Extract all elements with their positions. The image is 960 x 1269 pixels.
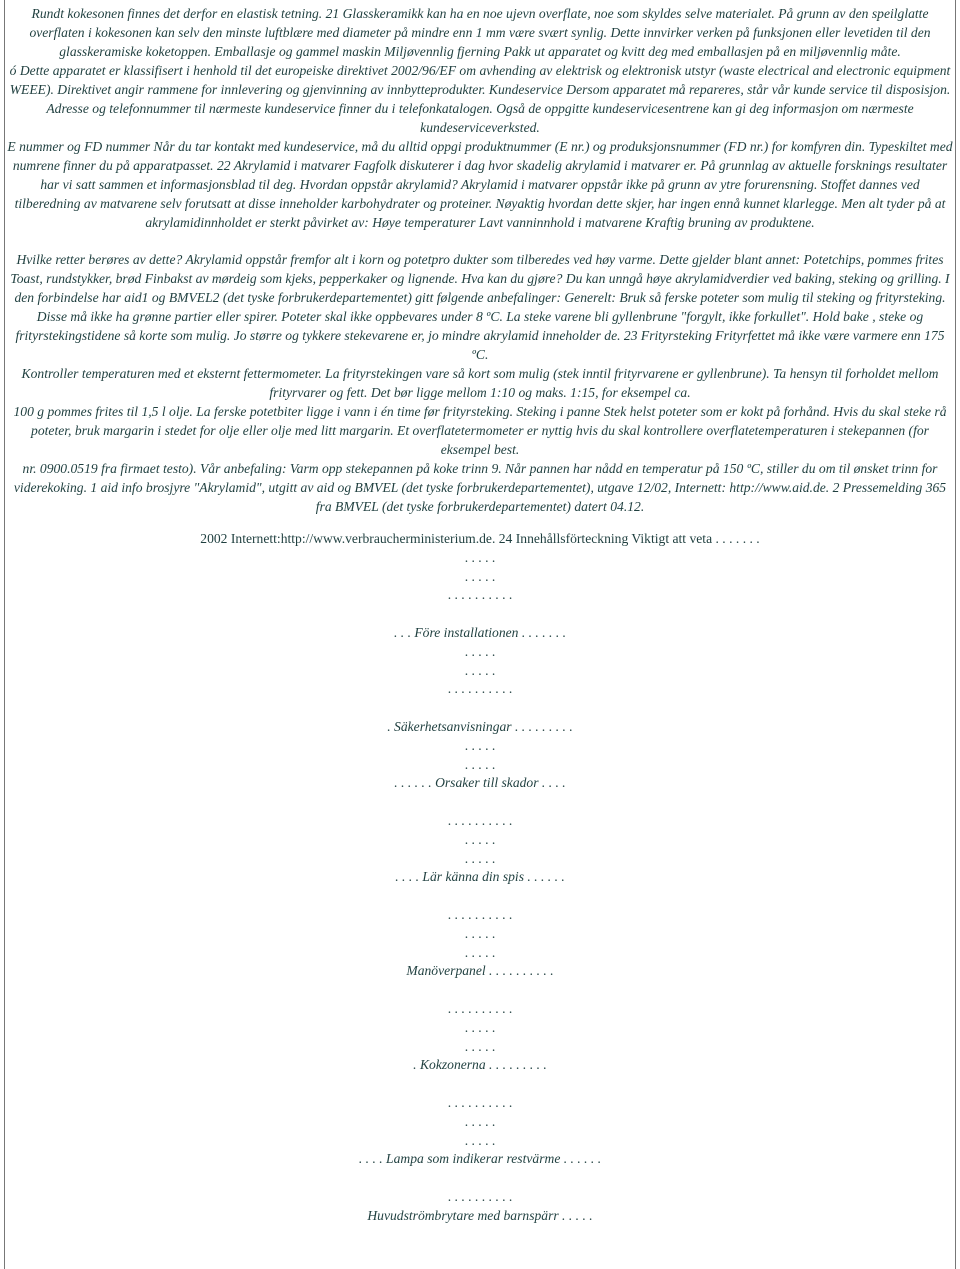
toc-intro: 2002 Internett:http://www.verbraucherministerium.de. 24 Innehållsförteckning Viktigt att veta . . . . . . . (200, 531, 760, 546)
toc-line: . Kokzonerna . . . . . . . . . (413, 1057, 547, 1073)
toc-line: . . . . . (464, 1019, 496, 1035)
toc-line: . . . Före installationen . . . . . . . (393, 624, 567, 640)
toc-line: . . . . . . . . . . (447, 1094, 513, 1110)
toc-line: . . . . . . Orsaker till skador . . . . (394, 775, 566, 791)
toc-line: . . . . . (464, 568, 496, 584)
toc-line: . . . . . (464, 662, 496, 678)
toc-line: . . . . . (464, 1132, 496, 1148)
toc-spacer (6, 887, 954, 906)
toc-line: . . . . . (464, 831, 496, 847)
table-of-contents (6, 549, 954, 1226)
page-border-left (4, 0, 5, 1269)
paragraph-5: Kontroller temperaturen med et eksternt fettermometer. La frityrstekingen vare så kort som mulig (stek inntil frityrvarene er gyllenbrune). Ta hensyn til forholdet mellom frityrvarer og fett. Det bør ligge mellom 1:10 og maks. 1:15, for eksempel ca. (21, 366, 939, 400)
toc-line: . . . . . . . . . . (447, 906, 513, 922)
toc-line: Manöverpanel . . . . . . . . . . (406, 963, 554, 979)
toc-line: . . . . . (464, 925, 496, 941)
paragraph-3: E nummer og FD nummer Når du tar kontakt med kundeservice, må du alltid oppgi produktnummer (E nr.) og produksjonsnummer (FD nr.) for komfyren din. Typeskiltet med numrene finner du på apparatpasset. 22 Akrylamid i matvarer Fagfolk diskuterer i dag hvor skadelig akrylamid i matvarer er. På grunnlag av aktuelle forsknings resultater har vi satt sammen et informasjonsblad til deg. Hvordan oppstår akrylamid? Akrylamid i matvarer oppstår ikke på grunn av ytre forurensning. Stoffet dannes ved tilberedning av matvarene selv forutsatt at disse inneholder karbohydrater og proteiner. Nøyaktig hvordan dette skjer, har ingen ennå kunnet klarlegge. Men alt tyder på at akrylamidinnholdet er sterkt påvirket av: Høye temperaturer Lavt vanninnhold i matvarene Kraftig bruning av produktene. (7, 139, 953, 230)
toc-spacer (6, 1075, 954, 1094)
toc-line: . . . . . . . . . . (447, 1188, 513, 1204)
toc-line: . . . . . (464, 737, 496, 753)
paragraph-4: Hvilke retter berøres av dette? Akrylamid oppstår fremfor alt i korn og potetpro dukter som tilberedes ved høy varme. Dette gjelder blant annet: Potetchips, pommes frites Toast, rundstykker, brød Finbakst av mørdeig som kjeks, pepperkaker og lignende. Hva kan du gjøre? Du kan unngå høye akrylamidverdier ved baking, steking og grilling. I den forbindelse har aid1 og BMVEL2 (det tyske forbrukerdepartementet) gitt følgende anbefalinger: Generelt: Bruk så ferske poteter som mulig til steking og frityrsteking. Disse må ikke ha grønne partier eller spirer. Poteter skal ikke oppbevares under 8 ºC. La steke varene bli gyllenbrune "forgylt, ikke forkullet". Hold bake , steke og frityrstekingstidene så korte som mulig. Jo større og tykkere stekevarene er, jo mindre akrylamid inneholder de. 23 Frityrsteking Frityrfettet må ikke være varmere enn 175 ºC. (10, 252, 950, 362)
toc-line: . . . . . (464, 944, 496, 960)
toc-line: . . . . . (464, 549, 496, 565)
paragraph-1: Rundt kokesonen finnes det derfor en elastisk tetning. 21 Glasskeramikk kan ha en noe ujevn overflate, noe som skyldes selve materialet. På grunn av den speilglatte overflaten i kokesonen kan selv den minste luftblære med diameter på mindre enn 1 mm være svært synlig. Dette innvirker verken på funksjonen eller levetiden til den glasskeramiske koketoppen. Emballasje og gammel maskin Miljøvennlig fjerning Pakk ut apparatet og kvitt deg med emballasjen på en miljøvennlig måte. (29, 6, 931, 59)
toc-line: . . . . . (464, 643, 496, 659)
toc-spacer (6, 699, 954, 718)
document-page (6, 0, 954, 1225)
toc-line: . . . . . (464, 1038, 496, 1054)
toc-line: Huvudströmbrytare med barnspärr . . . . . (367, 1207, 593, 1223)
toc-spacer (6, 605, 954, 624)
paragraph-7: nr. 0900.0519 fra firmaet testo). Vår anbefaling: Varm opp stekepannen på koke trinn 9. Når pannen har nådd en temperatur på 150 ºC, stiller du om til ønsket trinn for viderekoking. 1 aid info brosjyre "Akrylamid", utgitt av aid og BMVEL (det tyske forbrukerdepartementet), utgave 12/02, Internett: http://www.aid.de. 2 Pressemelding 365 fra BMVEL (det tyske forbrukerdepartementet) datert 04.12. (13, 461, 947, 514)
toc-line: . . . . . (464, 756, 496, 772)
paragraph-6: 100 g pommes frites til 1,5 l olje. La ferske potetbiter ligge i vann i én time før frityrsteking. Steking i panne Stek helst poteter som er kokt på forhånd. Hvis du skal steke rå poteter, bruk margarin i stedet for olje eller olje med litt margarin. Et overflatetermometer er nyttig hvis du skal kontrollere overflatetemperaturen i stekepannen (for eksempel best. (13, 404, 947, 457)
toc-spacer (6, 793, 954, 812)
paragraph-gap (6, 232, 954, 250)
toc-spacer (6, 981, 954, 1000)
toc-line: . . . . . (464, 850, 496, 866)
toc-line: . . . . . . . . . . (447, 1000, 513, 1016)
paragraph-gap (6, 516, 954, 530)
toc-line: . . . . Lär känna din spis . . . . . . (395, 869, 565, 885)
toc-line: . Säkerhetsanvisningar . . . . . . . . . (387, 718, 573, 734)
toc-line: . . . . Lampa som indikerar restvärme . . . . . . (358, 1151, 602, 1167)
toc-line: . . . . . (464, 1113, 496, 1129)
paragraph-2: ó Dette apparatet er klassifisert i henhold til det europeiske direktivet 2002/96/EF om avhending av elektrisk og elektronisk utstyr (waste electrical and electronic equipment WEEE). Direktivet angir rammene for innlevering og gjenvinning av innbytteprodukter. Kundeservice Dersom apparatet må repareres, står vår kunde service til disposisjon. Adresse og telefonnummer til nærmeste kundeservice finner du i telefonkatalogen. Også de oppgitte kundeservicesentrene kan gi deg informasjon om nærmeste kundeserviceverksted. (9, 63, 951, 135)
page-border-right (955, 0, 956, 1269)
toc-line: . . . . . . . . . . (447, 812, 513, 828)
toc-spacer (6, 1169, 954, 1188)
toc-line: . . . . . . . . . . (447, 681, 513, 697)
toc-line: . . . . . . . . . . (447, 587, 513, 603)
